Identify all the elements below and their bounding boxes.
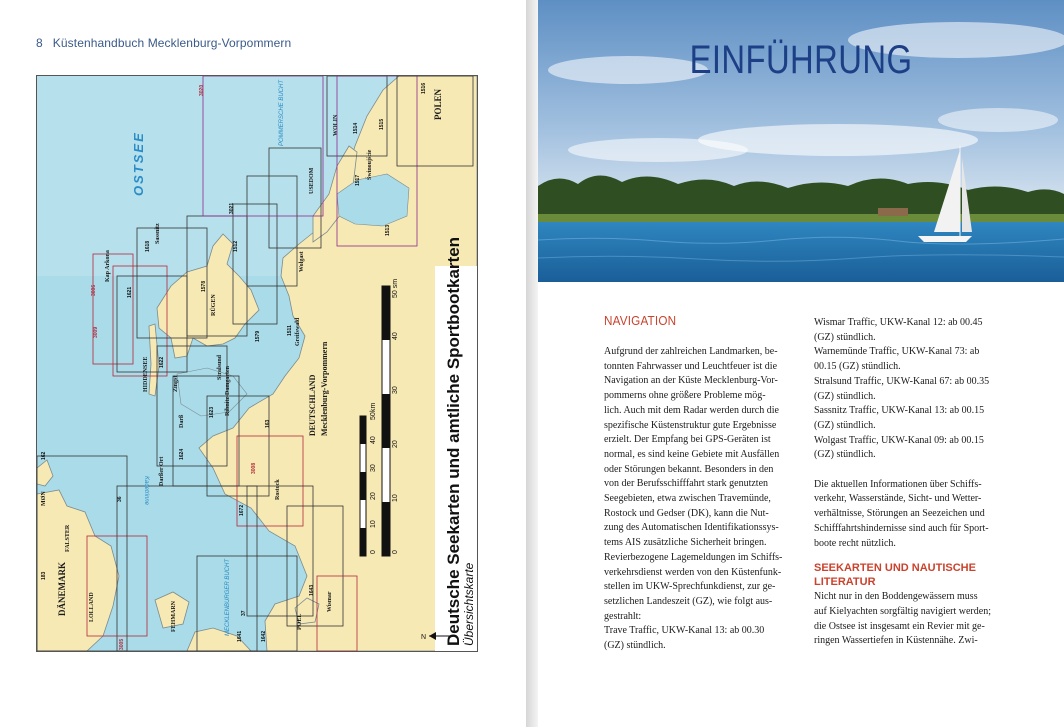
svg-text:1579: 1579: [255, 330, 261, 342]
info-paragraph: Die aktuellen Informationen über Schiffs- verkehr, Wasserstände, Sicht- und Wetter- verhältnisse, Störungen an Seezeichen und Schifffahrtshindernisse sind auch für Sport- boote recht nützlich.: [814, 478, 989, 549]
svg-text:50: 50: [370, 412, 377, 420]
svg-text:40: 40: [370, 436, 377, 444]
svg-text:Darß: Darß: [179, 414, 185, 428]
svg-text:162: 162: [41, 451, 47, 460]
svg-text:3009: 3009: [93, 326, 99, 338]
svg-text:40: 40: [392, 332, 399, 340]
svg-text:0: 0: [392, 550, 399, 554]
svg-text:Zingst: Zingst: [173, 375, 179, 392]
svg-text:MØN: MØN: [41, 491, 47, 506]
svg-text:20: 20: [370, 492, 377, 500]
svg-text:1622: 1622: [159, 356, 165, 368]
svg-text:0: 0: [370, 550, 377, 554]
svg-text:1515: 1515: [379, 118, 385, 130]
svg-text:1517: 1517: [355, 174, 361, 186]
svg-text:Świnoujście: Świnoujście: [367, 149, 373, 180]
svg-text:1512: 1512: [233, 240, 239, 252]
svg-text:3021: 3021: [229, 202, 235, 214]
right-page: [538, 0, 1064, 727]
book-gutter: [526, 0, 538, 727]
svg-text:Ribnitz-Damgarten: Ribnitz-Damgarten: [225, 366, 231, 416]
svg-text:OSTSEE: OSTSEE: [131, 131, 146, 196]
svg-text:N: N: [421, 634, 427, 641]
book-title: Küstenhandbuch Mecklenburg-Vorpommern: [52, 36, 292, 50]
svg-text:10: 10: [370, 520, 377, 528]
svg-text:1641: 1641: [237, 630, 243, 642]
svg-text:LOLLAND: LOLLAND: [89, 592, 95, 622]
svg-text:1516: 1516: [421, 82, 427, 94]
svg-text:FALSTER: FALSTER: [65, 524, 71, 552]
svg-text:Wolgast: Wolgast: [299, 251, 305, 272]
text-column-right: [814, 316, 1034, 649]
navigation-heading: NAVIGATION: [604, 313, 677, 328]
svg-text:1672: 1672: [239, 504, 245, 516]
svg-text:POEL: POEL: [297, 613, 303, 630]
svg-text:WOLIN: WOLIN: [333, 114, 339, 136]
svg-text:Sassnitz: Sassnitz: [155, 223, 161, 244]
traffic-list: Wismar Traffic, UKW-Kanal 12: ab 00.45 (GZ) stündlich. Warnemünde Traffic, UKW-Kanal 73: ab 00.15 (GZ) stündlich. Stralsund Traffic, UKW-Kanal 67: ab 00.35 (GZ) stündlich. Sassnitz Traffic, UKW-Kanal 13: ab 00.15 (GZ) stündlich. Wolgast Traffic, UKW-Kanal 09: ab 00.15 (GZ) stündlich.: [814, 317, 990, 461]
map-title: Deutsche Seekarten und amtliche Sportbootkarten: [444, 236, 463, 646]
svg-text:Stralsund: Stralsund: [217, 354, 223, 380]
svg-text:1513: 1513: [385, 224, 391, 236]
svg-text:POMMERSCHE BUCHT: POMMERSCHE BUCHT: [279, 79, 285, 146]
body-paragraph-navigation: Aufgrund der zahlreichen Landmarken, be- tonnten Fahrwasser und Leuchtfeuer ist die Navigation an der Küste Mecklenburg-Vor- pommerns ohne größere Probleme mög- lich. Auch mit dem Radar werden durch die spezifische Küstenstruktur gute Ergebnisse erzielt. Der Empfang bei GPS-Geräten ist normal, es sind keine Gebiete mit Ausfällen oder Störungen bekannt. Besonders in den von der Berufsschifffahrt stark genutzten Seegebieten, etwa zwischen Travemünde, Rostock und Gedser (DK), kann die Nut- zung des Automatischen Identifikationssys- tems AIS zusätzliche Sicherheit bringen. Revierbezogene Lagemeldungen im Schiffs- verkehrsdienst werden von den Küstenfunk- stellen im UKW-Sprechfunkdienst, zur ge- setzlichen Landeszeit (GZ), wie folgt aus- gestrahlt: Trave Traffic, UKW-Kanal 13: ab 00.30 (GZ) stündlich.: [604, 346, 783, 652]
svg-text:37: 37: [241, 610, 247, 616]
svg-text:1643: 1643: [309, 584, 315, 596]
svg-text:30: 30: [370, 464, 377, 472]
svg-text:RÜGEN: RÜGEN: [211, 294, 217, 316]
map-title-block: [435, 237, 477, 651]
svg-text:50 sm: 50 sm: [392, 278, 399, 298]
seekarten-paragraph: Nicht nur in den Boddengewässern muss auf Kielyachten sorgfältig navigiert werden; die Ostsee ist insgesamt ein Revier mit ge- ringen Wassertiefen in Küstennähe. Zwi-: [814, 591, 991, 647]
svg-text:1642: 1642: [261, 630, 267, 642]
svg-text:Greifswald: Greifswald: [295, 317, 301, 346]
svg-text:Wismar: Wismar: [327, 591, 333, 612]
svg-text:1578: 1578: [201, 280, 207, 292]
running-head: [36, 36, 291, 50]
svg-text:3006: 3006: [91, 284, 97, 296]
overview-chart-map: [36, 75, 478, 652]
svg-text:MECKLENBURGER BUCHT: MECKLENBURGER BUCHT: [225, 558, 231, 636]
svg-text:163: 163: [265, 419, 271, 428]
svg-text:FEHMARN: FEHMARN: [171, 601, 177, 632]
svg-text:Kadetrinne: Kadetrinne: [143, 476, 149, 506]
svg-text:3005: 3005: [119, 638, 125, 650]
svg-text:POLEN: POLEN: [433, 88, 443, 120]
svg-text:3020: 3020: [199, 84, 205, 96]
svg-text:1618: 1618: [145, 240, 151, 252]
svg-text:183: 183: [41, 571, 47, 580]
svg-text:Rostock: Rostock: [275, 479, 281, 500]
svg-text:1511: 1511: [287, 325, 293, 336]
svg-text:USEDOM: USEDOM: [309, 167, 315, 194]
map-svg: [37, 76, 477, 651]
lake-photo-sailboat: [538, 0, 1064, 282]
map-subtitle: Übersichtskarte: [462, 562, 476, 646]
svg-text:1624: 1624: [179, 448, 185, 460]
page-number: 8: [36, 36, 43, 50]
svg-text:1623: 1623: [209, 406, 215, 418]
svg-text:36: 36: [117, 496, 123, 502]
svg-text:20: 20: [392, 440, 399, 448]
svg-text:1514: 1514: [353, 122, 359, 134]
text-column-left: [604, 345, 802, 654]
svg-text:30: 30: [392, 386, 399, 394]
svg-text:DEUTSCHLAND: DEUTSCHLAND: [308, 374, 317, 436]
svg-text:km: km: [370, 402, 377, 412]
svg-text:Mecklenburg-Vorpommern: Mecklenburg-Vorpommern: [320, 341, 329, 436]
svg-text:Darßer Ort: Darßer Ort: [159, 456, 165, 486]
svg-text:Kap Arkona: Kap Arkona: [105, 250, 111, 282]
svg-text:3008: 3008: [251, 462, 257, 474]
svg-text:1621: 1621: [127, 286, 133, 298]
chapter-title: EINFÜHRUNG: [689, 38, 913, 82]
svg-text:DÄNEMARK: DÄNEMARK: [57, 562, 67, 616]
svg-text:10: 10: [392, 494, 399, 502]
seekarten-heading: SEEKARTEN UND NAUTISCHE LITERATUR: [814, 562, 976, 589]
svg-text:HIDDENSEE: HIDDENSEE: [143, 356, 149, 392]
left-page: [0, 0, 526, 727]
